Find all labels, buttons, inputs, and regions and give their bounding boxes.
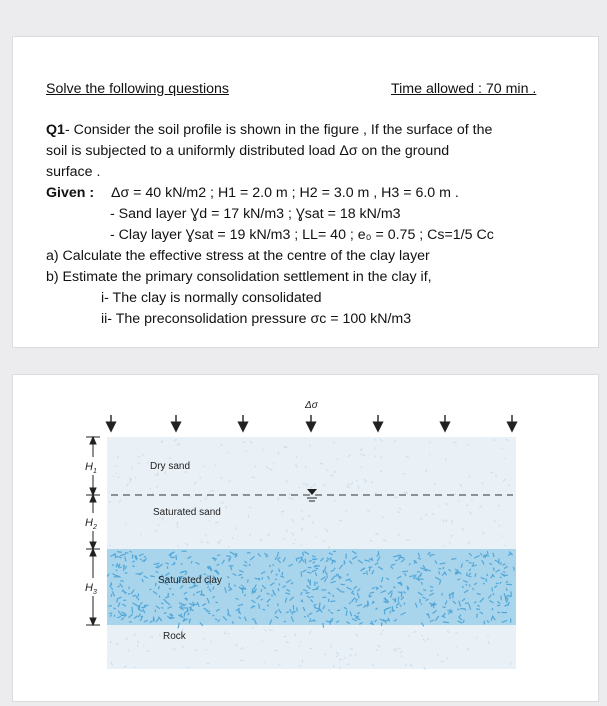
question-card	[12, 36, 599, 348]
rock-label: Rock	[163, 631, 187, 642]
saturated-sand-label: Saturated sand	[153, 507, 221, 518]
question-label: Q1	[46, 122, 65, 138]
part-b-ii: ii- The preconsolidation pressure σc = 100 kN/m3	[101, 310, 411, 328]
part-b: b) Estimate the primary consolidation settlement in the clay if,	[46, 268, 432, 286]
h1-label: $H_1$	[85, 461, 97, 475]
given-line-1: Δσ = 40 kN/m2 ; H1 = 2.0 m ; H2 = 3.0 m , H3 = 6.0 m .	[111, 184, 459, 202]
given-line-2: - Sand layer Ɣd = 17 kN/m3 ; Ɣsat = 18 kN/m3	[110, 205, 401, 223]
load-arrows	[111, 415, 512, 427]
soil-profile-card	[12, 374, 599, 702]
load-label: Δσ	[304, 400, 319, 411]
question-line-2: soil is subjected to a uniformly distributed load Δσ on the ground	[46, 142, 449, 160]
given-label: Given :	[46, 184, 94, 202]
instructions-title: Solve the following questions	[46, 80, 229, 98]
question-line-1	[46, 121, 492, 139]
saturated-clay-label: Saturated clay	[158, 575, 222, 586]
part-b-i: i- The clay is normally consolidated	[101, 289, 322, 307]
question-line-3: surface .	[46, 163, 100, 181]
given-line-3: - Clay layer Ɣsat = 19 kN/m3 ; LL= 40 ; e₀ = 0.75 ; Cs=1/5 Cc	[110, 226, 494, 244]
h3-label: $H_3$	[85, 582, 97, 596]
time-allowed: Time allowed : 70 min .	[391, 80, 536, 98]
soil-profile-figure	[13, 375, 598, 701]
h2-label: $H_2$	[85, 517, 97, 531]
question-text-1: - Consider the soil profile is shown in the figure , If the surface of the	[65, 122, 492, 138]
dry-sand-label: Dry sand	[150, 461, 190, 472]
part-a: a) Calculate the effective stress at the centre of the clay layer	[46, 247, 430, 265]
